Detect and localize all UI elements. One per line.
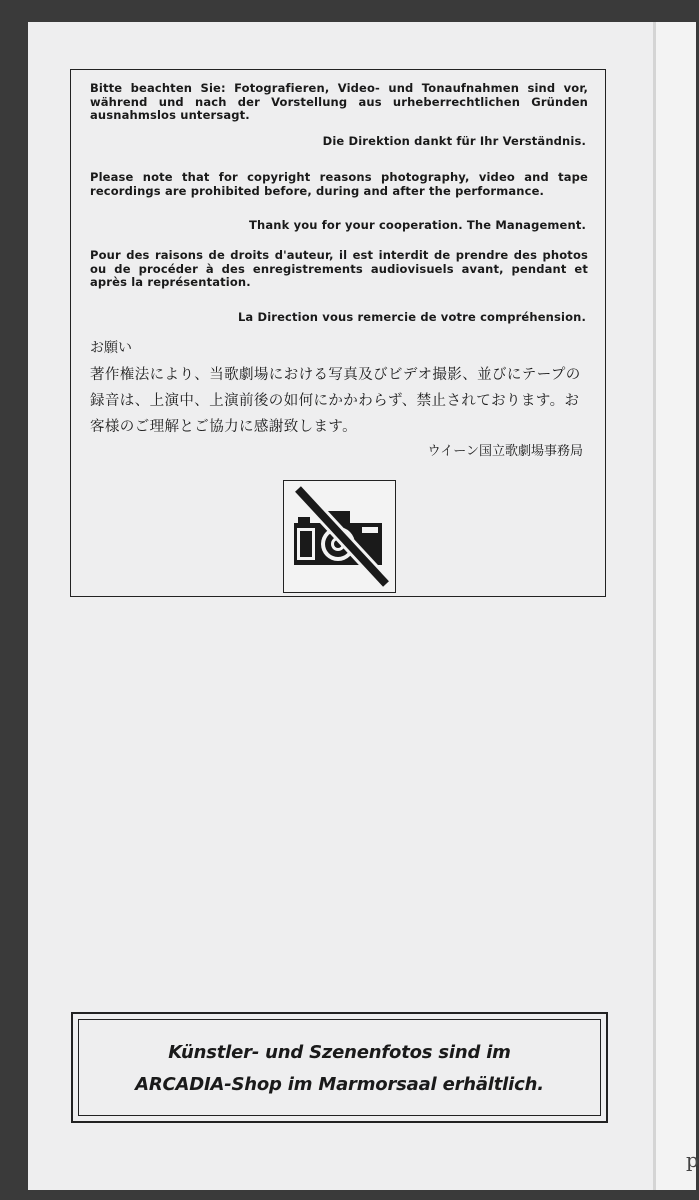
- shop-notice-box: [71, 1012, 608, 1123]
- notice-german-text: Bitte beachten Sie: Fotografieren, Video- und Tonaufnahmen sind vor, während und nach der Vorstellung aus urheberrechtlichen Gründen ausnahmslos untersagt.: [90, 81, 588, 122]
- no-photography-icon: [283, 480, 396, 593]
- margin-pencil-mark: p: [686, 1148, 699, 1172]
- notice-japanese-signature: ウイーン国立歌劇場事務局: [427, 444, 583, 459]
- document-page: [28, 22, 654, 1190]
- notice-english-signature: Thank you for your cooperation. The Management.: [249, 218, 586, 232]
- notice-french-text: Pour des raisons de droits d'auteur, il est interdit de prendre des photos ou de procéder à des enregistrements audiovisuels avant, pendant et après la représentation.: [90, 248, 588, 289]
- notice-german-signature: Die Direktion dankt für Ihr Verständnis.: [322, 134, 586, 148]
- adjacent-page-edge: [656, 22, 696, 1190]
- shop-notice-line-2: ARCADIA-Shop im Marmorsaal erhältlich.: [135, 1074, 544, 1095]
- photography-notice-box: [70, 69, 606, 597]
- notice-english-text: Please note that for copyright reasons photography, video and tape recordings are prohibited before, during and after the performance.: [90, 170, 588, 198]
- notice-french-signature: La Direction vous remercie de votre compréhension.: [237, 310, 586, 324]
- shop-notice-inner-border: [78, 1019, 601, 1116]
- notice-japanese-text: 著作権法により、当歌劇場における写真及びビデオ撮影、並びにテープの録音は、上演中、上演前後の如何にかかわらず、禁止されております。お客様のご理解とご協力に感謝致します。: [90, 367, 581, 435]
- shop-notice-line-1: Künstler- und Szenenfotos sind im: [168, 1042, 511, 1063]
- notice-japanese-heading: お願い: [90, 340, 132, 356]
